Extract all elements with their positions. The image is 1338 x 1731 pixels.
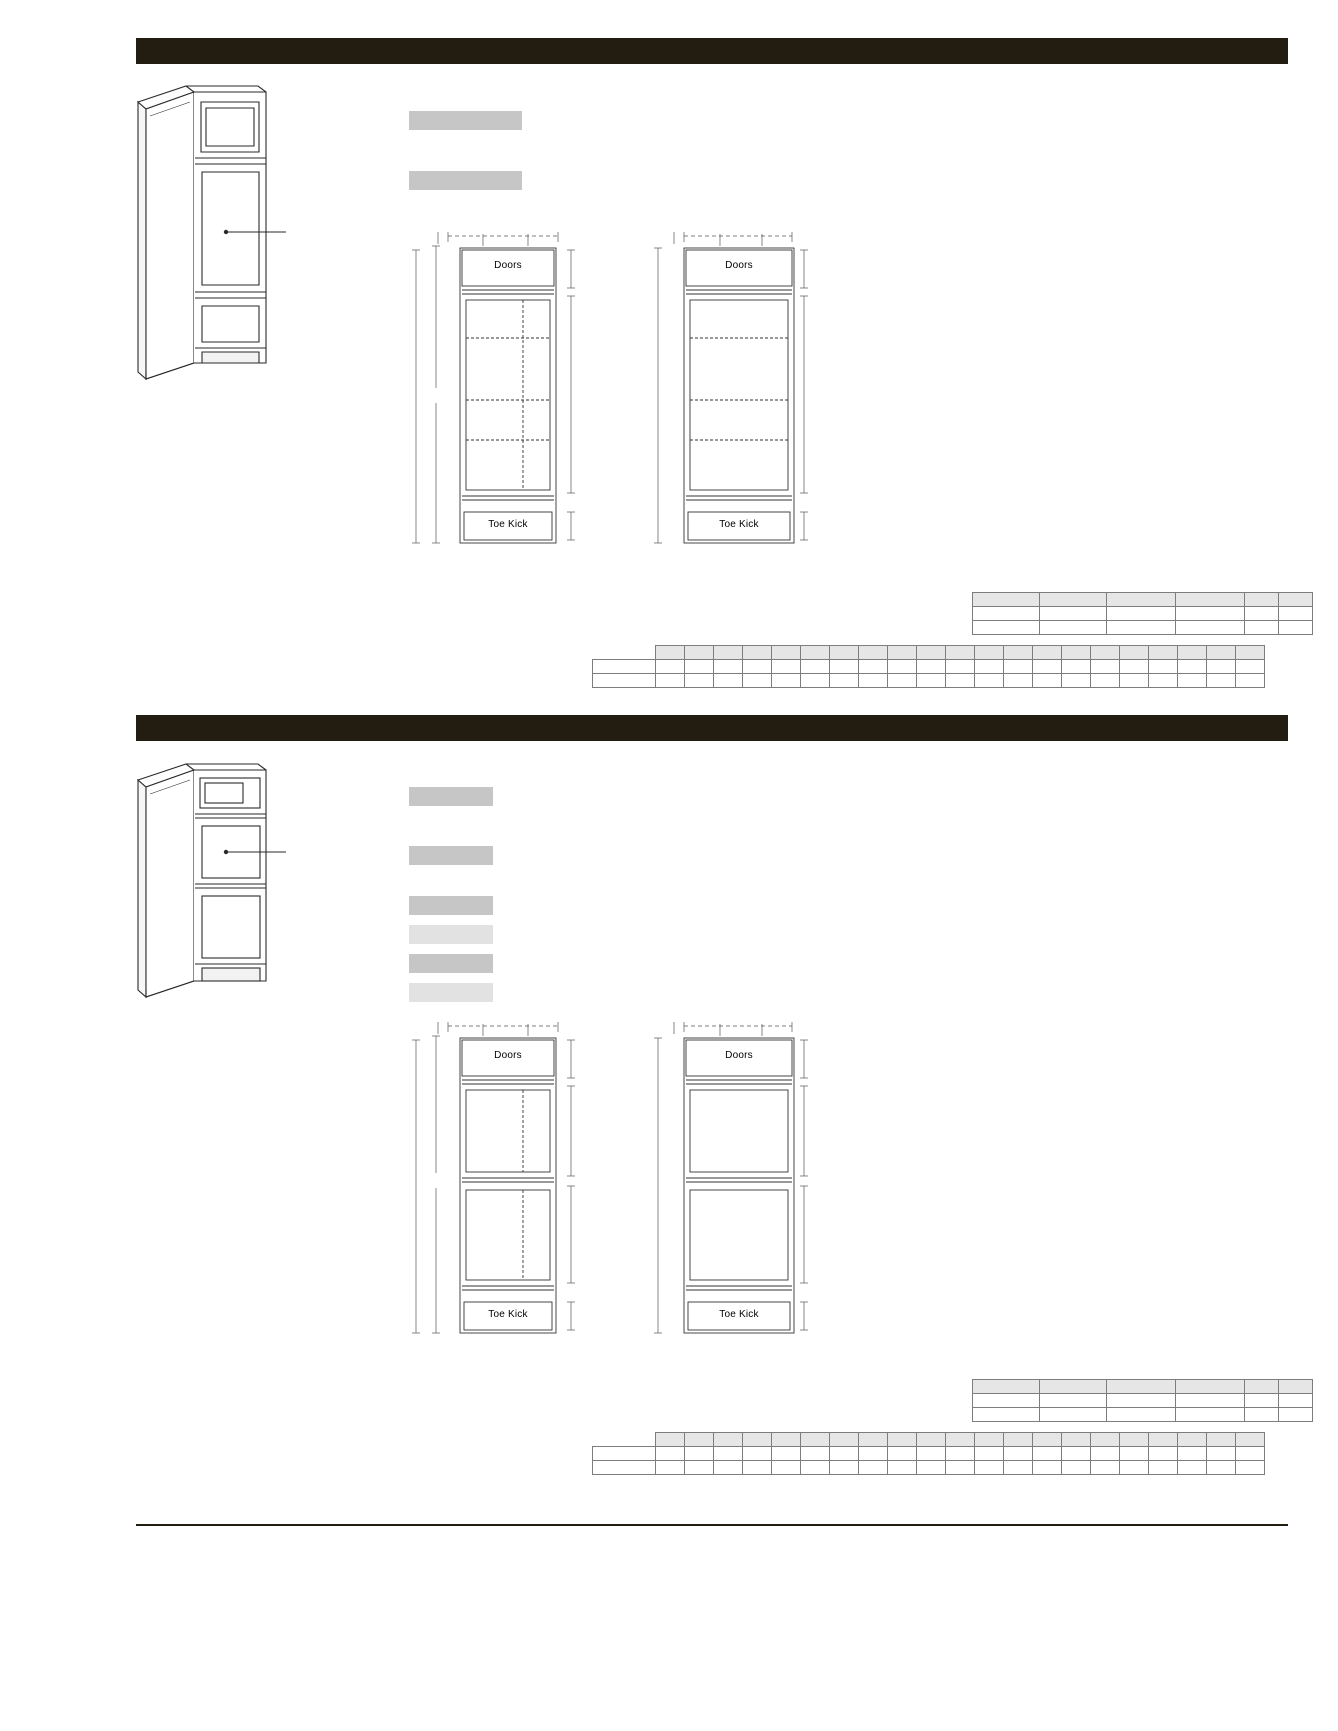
elevation-front-left-bottom: [408, 1018, 593, 1353]
elevation-front-right-bottom: [632, 1018, 817, 1353]
elevation-toe-kick-label: Toe Kick: [488, 1309, 528, 1320]
elevation-doors-label: Doors: [494, 1050, 522, 1061]
elevation-toe-kick-label: Toe Kick: [488, 519, 528, 530]
note-placeholder-4: [409, 983, 493, 1002]
table-row: [593, 1461, 1265, 1475]
dimension-table-top: [592, 645, 1265, 688]
elevation-doors-label: Doors: [725, 1050, 753, 1061]
note-placeholder-2: [409, 925, 493, 944]
table-row: [973, 1408, 1313, 1422]
elevation-front-left-top: [408, 228, 583, 563]
table-row: [973, 1380, 1313, 1394]
table-row: [973, 593, 1313, 607]
title-placeholder: [409, 787, 493, 806]
spec-table-top: [972, 592, 1313, 635]
table-row: [593, 1433, 1265, 1447]
table-row: [973, 1394, 1313, 1408]
subtitle-placeholder: [409, 171, 522, 190]
note-placeholder-1: [409, 896, 493, 915]
elevation-doors-label: Doors: [725, 260, 753, 271]
title-placeholder: [409, 111, 522, 130]
table-row: [973, 621, 1313, 635]
elevation-toe-kick-label: Toe Kick: [719, 519, 759, 530]
elevation-doors-label: Doors: [494, 260, 522, 271]
table-row: [593, 646, 1265, 660]
elevation-front-right-top: [632, 228, 817, 563]
subtitle-placeholder: [409, 846, 493, 865]
table-row: [593, 674, 1265, 688]
note-placeholder-3: [409, 954, 493, 973]
footer-rule: [136, 1524, 1288, 1526]
table-row: [973, 607, 1313, 621]
oven-cabinet-isometric: [126, 80, 286, 390]
spec-table-bottom: [972, 1379, 1313, 1422]
table-row: [593, 1447, 1265, 1461]
dimension-table-bottom: [592, 1432, 1265, 1475]
section-header-bar-top: [136, 38, 1288, 64]
section-header-bar-bottom: [136, 715, 1288, 741]
table-row: [593, 660, 1265, 674]
microwave-oven-cabinet-isometric: [126, 758, 286, 1008]
elevation-toe-kick-label: Toe Kick: [719, 1309, 759, 1320]
